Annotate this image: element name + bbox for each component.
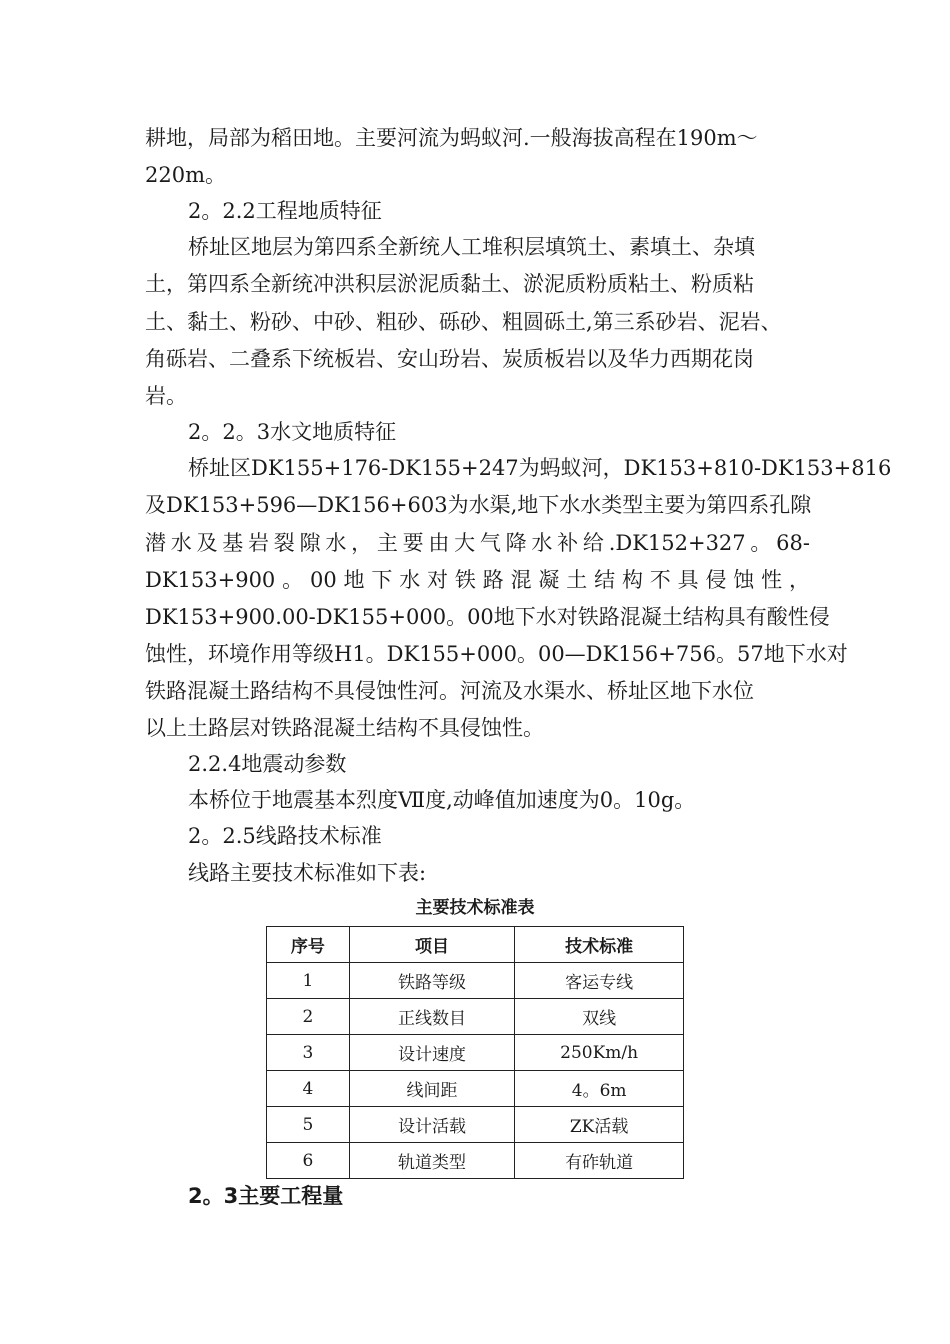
table-cell: 1 [267,963,350,999]
table-row [267,1143,684,1179]
paragraph-line: 土，第四系全新统冲洪积层淤泥质黏土、淤泥质粉质粘土、粉质粘 [145,272,754,296]
paragraph-line: 本桥位于地震基本烈度Ⅶ度,动峰值加速度为0。10g。 [188,788,696,812]
subsection-heading: 2。2.2工程地质特征 [188,199,382,223]
table-cell: 客运专线 [515,963,684,999]
table-cell: 250Km/h [515,1035,684,1071]
column-header: 项目 [349,927,515,963]
table-cell: 3 [267,1035,350,1071]
paragraph-line: 及DK153+596—DK156+603为水渠,地下水水类型主要为第四系孔隙 [145,493,812,517]
table-cell: 5 [267,1107,350,1143]
table-cell: 双线 [515,999,684,1035]
paragraph-line: 角砾岩、二叠系下统板岩、安山玢岩、炭质板岩以及华力西期花岗 [145,347,754,371]
paragraph-line: DK153+900.00-DK155+000。00地下水对铁路混凝土结构具有酸性侵 [145,605,830,629]
table-cell: 4 [267,1071,350,1107]
paragraph-line: 土、黏土、粉砂、中砂、粗砂、砾砂、粗圆砾土,第三系砂岩、泥岩、 [145,310,782,334]
table-cell: 4。6m [515,1071,684,1107]
table-cell: ZK活载 [515,1107,684,1143]
column-header: 技术标准 [515,927,684,963]
subsection-heading: 2。2。3水文地质特征 [188,420,397,444]
table-cell: 正线数目 [349,999,515,1035]
table-row [267,1107,684,1143]
paragraph-line: 岩。 [145,384,187,408]
table-caption: 主要技术标准表 [415,898,535,918]
table-cell: 铁路等级 [349,963,515,999]
paragraph-line: 蚀性，环境作用等级H1。DK155+000。00—DK156+756。57地下水对 [145,642,848,666]
subsection-heading: 2。2.5线路技术标准 [188,824,382,848]
subsection-heading: 2.2.4地震动参数 [188,752,347,776]
table-cell: 设计活载 [349,1107,515,1143]
table-cell: 6 [267,1143,350,1179]
table-row [267,999,684,1035]
section-heading: 2。3主要工程量 [188,1184,344,1208]
table-cell: 2 [267,999,350,1035]
table-cell: 轨道类型 [349,1143,515,1179]
paragraph-line: 以上土路层对铁路混凝土结构不具侵蚀性。 [145,716,544,740]
table-header-row [267,927,684,963]
paragraph-line: 220m。 [145,163,226,187]
technical-standards-table [266,926,684,1179]
table-cell: 有砟轨道 [515,1143,684,1179]
table-row [267,963,684,999]
column-header: 序号 [267,927,350,963]
table-cell: 线间距 [349,1071,515,1107]
paragraph-line: 线路主要技术标准如下表: [188,861,427,885]
table-row [267,1071,684,1107]
table-row [267,1035,684,1071]
paragraph-line: 桥址区地层为第四系全新统人工堆积层填筑土、素填土、杂填 [188,235,755,259]
paragraph-line: 耕地，局部为稻田地。主要河流为蚂蚁河.一般海拔高程在190m～ [145,126,758,150]
paragraph-line: 桥址区DK155+176-DK155+247为蚂蚁河，DK153+810-DK153+816 [188,456,892,480]
table-cell: 设计速度 [349,1035,515,1071]
paragraph-line: 铁路混凝土路结构不具侵蚀性河。河流及水渠水、桥址区地下水位 [145,679,754,703]
paragraph-line: DK153+900。00地下水对铁路混凝土结构不具侵蚀性， [145,568,810,592]
paragraph-line: 潜水及基岩裂隙水，主要由大气降水补给.DK152+327。68- [145,531,810,555]
